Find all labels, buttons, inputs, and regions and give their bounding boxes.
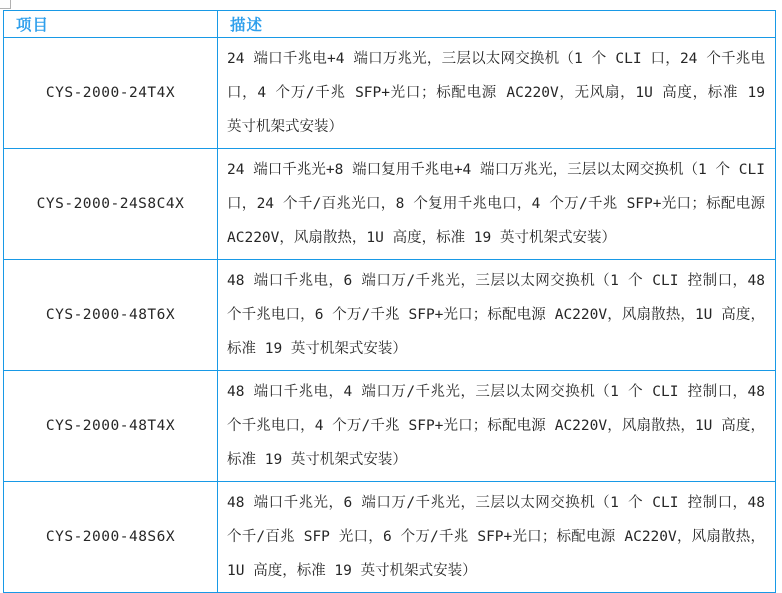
header-row (4, 11, 776, 38)
table-move-handle[interactable] (0, 0, 11, 9)
description-cell: 24 端口千兆电+4 端口万兆光，三层以太网交换机（1 个 CLI 口，24 个千兆电口，4 个万/千兆 SFP+光口；标配电源 AC220V，无风扇，1U 高度，标准 19 英寸机架式安装） (218, 38, 776, 149)
product-spec-table (3, 10, 776, 593)
table-row (4, 260, 776, 371)
table-row (4, 149, 776, 260)
table-row (4, 38, 776, 149)
description-cell: 48 端口千兆电，6 端口万/千兆光，三层以太网交换机（1 个 CLI 控制口，48 个千兆电口，6 个万/千兆 SFP+光口；标配电源 AC220V，风扇散热，1U 高度，标准 19 英寸机架式安装） (218, 260, 776, 371)
item-cell: CYS-2000-48T6X (4, 260, 218, 371)
table-row (4, 482, 776, 593)
column-header-item: 项目 (4, 11, 218, 38)
item-cell: CYS-2000-24S8C4X (4, 149, 218, 260)
item-cell: CYS-2000-48T4X (4, 371, 218, 482)
description-cell: 48 端口千兆光，6 端口万/千兆光，三层以太网交换机（1 个 CLI 控制口，48 个千/百兆 SFP 光口，6 个万/千兆 SFP+光口；标配电源 AC220V，风扇散热，1U 高度，标准 19 英寸机架式安装） (218, 482, 776, 593)
item-cell: CYS-2000-24T4X (4, 38, 218, 149)
column-header-description: 描述 (218, 11, 776, 38)
item-cell: CYS-2000-48S6X (4, 482, 218, 593)
description-cell: 24 端口千兆光+8 端口复用千兆电+4 端口万兆光，三层以太网交换机（1 个 CLI 口，24 个千/百兆光口，8 个复用千兆电口，4 个万/千兆 SFP+光口；标配电源 AC220V，风扇散热，1U 高度，标准 19 英寸机架式安装） (218, 149, 776, 260)
description-cell: 48 端口千兆电，4 端口万/千兆光，三层以太网交换机（1 个 CLI 控制口，48 个千兆电口，4 个万/千兆 SFP+光口；标配电源 AC220V，风扇散热，1U 高度，标准 19 英寸机架式安装） (218, 371, 776, 482)
table-row (4, 371, 776, 482)
